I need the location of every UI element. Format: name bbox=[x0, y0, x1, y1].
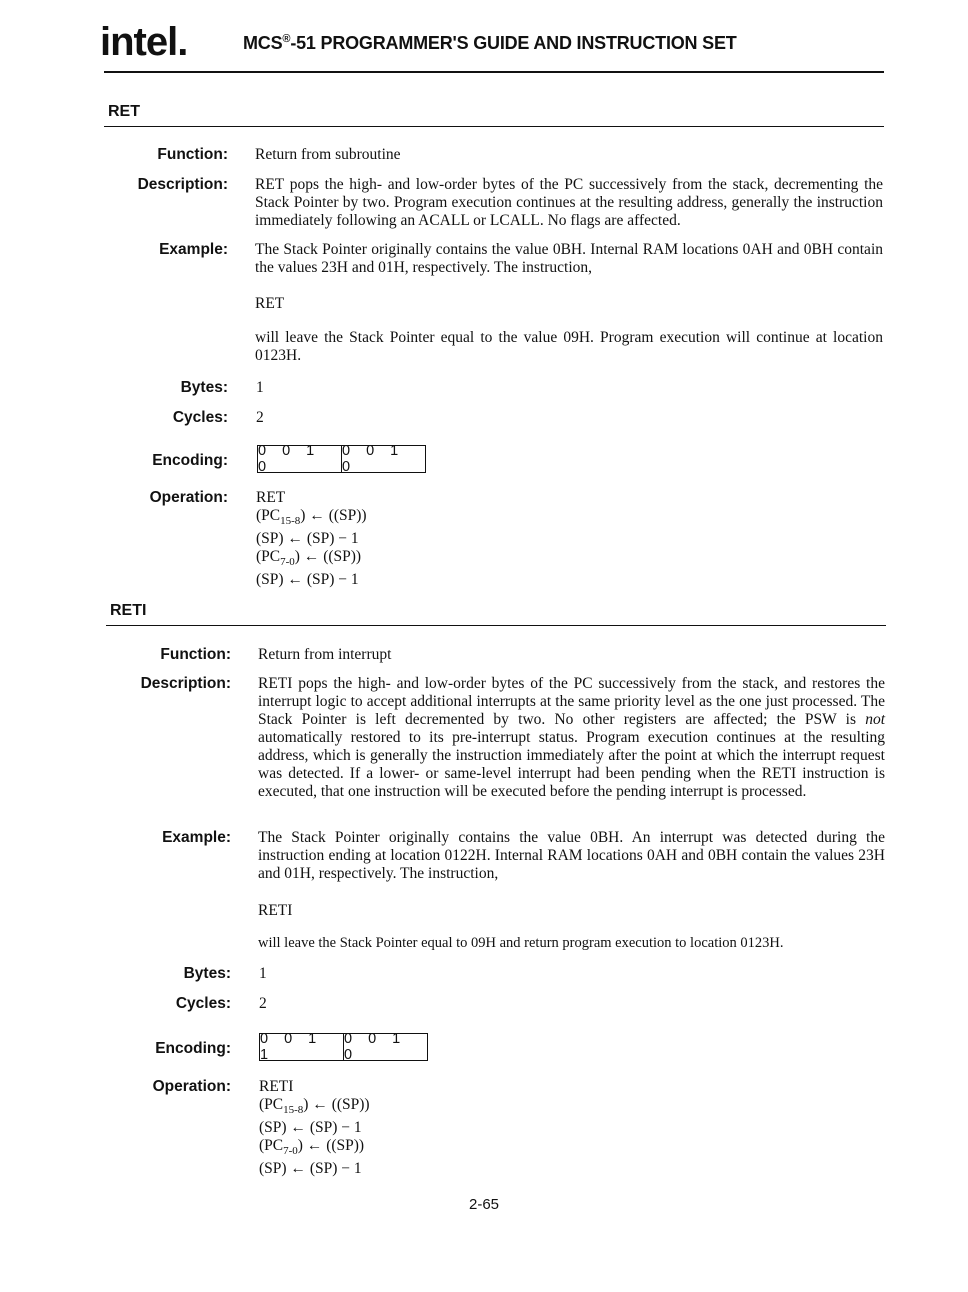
reti-example-instruction: RETI bbox=[258, 902, 293, 919]
reti-encoding-high-nibble: 0 0 1 1 bbox=[260, 1031, 323, 1063]
ret-description-label: Description: bbox=[137, 176, 228, 193]
reti-example-label: Example: bbox=[162, 829, 231, 846]
ret-encoding-high-nibble: 0 0 1 0 bbox=[258, 443, 321, 475]
ret-operation-block bbox=[256, 489, 367, 589]
reti-bytes-label: Bytes: bbox=[183, 965, 231, 982]
ret-section-rule bbox=[104, 126, 884, 127]
reti-op-line-3: $(PC_{7-0})$ ← ((SP)) bbox=[259, 1137, 365, 1158]
ret-op-line-4: (SP) ← (SP) − 1 bbox=[256, 571, 359, 589]
ret-bytes-value: 1 bbox=[256, 379, 264, 396]
reti-bytes-value: 1 bbox=[259, 965, 267, 982]
ret-cycles-value: 2 bbox=[256, 409, 264, 426]
reti-cycles-label: Cycles: bbox=[175, 995, 231, 1012]
ret-operation-label: Operation: bbox=[149, 489, 228, 506]
reti-operation-block bbox=[259, 1078, 370, 1178]
reti-example-text: The Stack Pointer originally contains the value 0BH. An interrupt was detected during the instruction ending at location 0122H. Internal RAM locations 0AH and 0BH contain the values 23H and 01H, respectively. The instruction, bbox=[258, 829, 885, 882]
reti-operation-label: Operation: bbox=[152, 1078, 231, 1095]
document-title: MCS®-51 PROGRAMMER'S GUIDE AND INSTRUCTION SET bbox=[243, 33, 737, 53]
ret-example-result: will leave the Stack Pointer equal to the value 09H. Program execution will continue at location 0123H. bbox=[255, 329, 883, 364]
ret-example-label: Example: bbox=[159, 241, 228, 258]
header-rule bbox=[104, 71, 884, 73]
ret-op-line-3: $(PC_{7-0})$ ← ((SP)) bbox=[256, 548, 362, 569]
ret-example-text: The Stack Pointer originally contains the value 0BH. Internal RAM locations 0AH and 0BH contain the values 23H and 01H, respectively. The instruction, bbox=[255, 241, 883, 276]
reti-encoding-low-nibble: 0 0 1 0 bbox=[343, 1034, 427, 1060]
ret-encoding-low-nibble: 0 0 1 0 bbox=[341, 446, 425, 472]
reti-op-line-1: $(PC_{15-8})$ ← ((SP)) bbox=[259, 1096, 370, 1117]
ret-bytes-label: Bytes: bbox=[180, 379, 228, 396]
reti-encoding-box bbox=[259, 1033, 428, 1061]
ret-op-line-1: $(PC_{15-8})$ ← ((SP)) bbox=[256, 507, 367, 528]
ret-encoding-box bbox=[257, 445, 426, 473]
ret-op-line-2: (SP) ← (SP) − 1 bbox=[256, 530, 359, 548]
reti-cycles-value: 2 bbox=[259, 995, 267, 1012]
page-number: 2-65 bbox=[468, 1196, 500, 1213]
reti-description-label: Description: bbox=[140, 675, 231, 692]
reti-op-line-4: (SP) ← (SP) − 1 bbox=[259, 1160, 362, 1178]
ret-section-title: RET bbox=[108, 103, 140, 120]
reti-encoding-label: Encoding: bbox=[155, 1040, 231, 1057]
ret-function-label: Function: bbox=[157, 146, 228, 163]
reti-op-line-2: (SP) ← (SP) − 1 bbox=[259, 1119, 362, 1137]
reti-function-text: Return from interrupt bbox=[258, 646, 392, 663]
intel-logo: intel. bbox=[100, 20, 188, 64]
reti-op-mnemonic: RETI bbox=[259, 1078, 294, 1095]
ret-description-text: RET pops the high- and low-order bytes of the PC successively from the stack, decrementing the Stack Pointer by two. Program execution continues at the resulting address, generally the instruction immediately following an ACALL or LCALL. No flags are affected. bbox=[255, 176, 883, 229]
ret-example-instruction: RET bbox=[255, 295, 285, 312]
ret-cycles-label: Cycles: bbox=[172, 409, 228, 426]
reti-section-title: RETI bbox=[110, 602, 147, 619]
reti-example-result: will leave the Stack Pointer equal to 09H and return program execution to location 0123H. bbox=[258, 935, 784, 951]
reti-section-rule bbox=[106, 625, 886, 626]
reti-function-label: Function: bbox=[160, 646, 231, 663]
ret-encoding-label: Encoding: bbox=[152, 452, 228, 469]
ret-op-mnemonic: RET bbox=[256, 489, 286, 506]
reti-description-text: RETI pops the high- and low-order bytes of the PC successively from the stack, and restores the interrupt logic to accept additional interrupts at the same priority level as the one just processed. The Stack Pointer is left decremented by two. No other registers are affected; the PSW is not automatically restored to its pre-interrupt status. Program execution continues at the resulting address, which is generally the instruction immediately after the point at which the interrupt request was detected. If a lower- or same-level interrupt had been pending when the RETI instruction is executed, that one instruction will be executed before the pending interrupt is processed. bbox=[258, 675, 885, 800]
ret-function-text: Return from subroutine bbox=[255, 146, 401, 163]
